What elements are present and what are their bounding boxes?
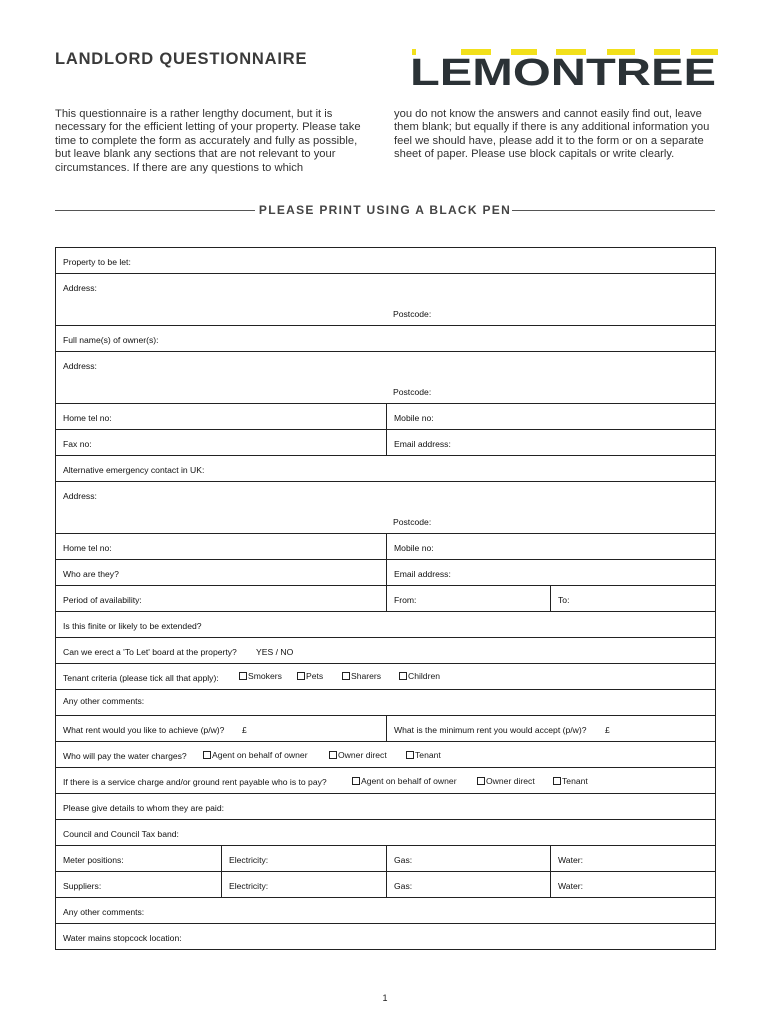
property-label: Property to be let:	[63, 257, 131, 267]
property-row[interactable]	[56, 248, 715, 274]
comments-row[interactable]	[56, 690, 715, 716]
postcode-label: Postcode:	[393, 517, 432, 527]
meter-label: Meter positions:	[63, 855, 124, 865]
water-label: Water:	[558, 881, 583, 891]
tenant-criteria-row	[56, 664, 715, 690]
stopcock-label: Water mains stopcock location:	[63, 933, 182, 943]
mobile-field[interactable]	[386, 404, 715, 429]
rent-label: What rent would you like to achieve (p/w)?	[63, 725, 225, 735]
option-tenant[interactable]: Tenant	[406, 750, 441, 760]
meter-water-field[interactable]	[550, 846, 715, 871]
checkbox-icon[interactable]	[342, 672, 350, 680]
option-pets[interactable]: Pets	[297, 671, 323, 681]
suppliers-row	[56, 872, 715, 898]
board-label: Can we erect a 'To Let' board at the property?	[63, 647, 237, 657]
meter-gas-field[interactable]	[386, 846, 550, 871]
tenant-criteria-label: Tenant criteria (please tick all that apply):	[63, 673, 219, 683]
meter-electricity-field[interactable]	[221, 846, 386, 871]
paid-to-label: Please give details to whom they are paid:	[63, 803, 224, 813]
mobile-field[interactable]	[386, 534, 715, 559]
water-label: Water:	[558, 855, 583, 865]
rent-row	[56, 716, 715, 742]
checkbox-icon[interactable]	[239, 672, 247, 680]
water-charges-row	[56, 742, 715, 768]
utility-comments-row[interactable]	[56, 898, 715, 924]
property-address-row[interactable]	[56, 274, 715, 326]
board-answer[interactable]: YES / NO	[256, 647, 294, 657]
comments-label: Any other comments:	[63, 696, 145, 706]
option-children[interactable]: Children	[399, 671, 440, 681]
lemontree-logo	[408, 47, 718, 87]
supplier-electricity-field[interactable]	[221, 872, 386, 897]
water-charges-label: Who will pay the water charges?	[63, 751, 187, 761]
emergency-label: Alternative emergency contact in UK:	[63, 465, 205, 475]
to-field[interactable]	[550, 586, 715, 611]
board-row[interactable]	[56, 638, 715, 664]
option-sharers[interactable]: Sharers	[342, 671, 381, 681]
owner-fax-row	[56, 430, 715, 456]
checkbox-icon[interactable]	[477, 777, 485, 785]
checkbox-icon[interactable]	[553, 777, 561, 785]
banner-text: PLEASE PRINT USING A BLACK PEN	[258, 203, 512, 217]
currency-symbol: £	[605, 725, 610, 735]
comments-label: Any other comments:	[63, 907, 145, 917]
option-owner-direct[interactable]: Owner direct	[477, 776, 535, 786]
option-smokers[interactable]: Smokers	[239, 671, 282, 681]
supplier-gas-field[interactable]	[386, 872, 550, 897]
option-agent[interactable]: Agent on behalf of owner	[352, 776, 457, 786]
email-field[interactable]	[386, 560, 715, 585]
electricity-label: Electricity:	[229, 881, 269, 891]
suppliers-label-cell	[56, 872, 221, 897]
address-label: Address:	[63, 283, 97, 293]
mobile-label: Mobile no:	[394, 413, 434, 423]
questionnaire-form	[55, 247, 716, 950]
gas-label: Gas:	[394, 881, 413, 891]
period-field	[56, 586, 386, 611]
owner-phone-row	[56, 404, 715, 430]
email-label: Email address:	[394, 569, 451, 579]
logo-text: LEMONTREE	[410, 52, 716, 87]
who-field[interactable]	[56, 560, 386, 585]
stopcock-row[interactable]	[56, 924, 715, 950]
intro-text-left: This questionnaire is a rather lengthy document, but it is necessary for the efficient letting of your property. Please take time to complete the form as accurately and fully as possible, but leave blank any sections that are not relevant to your circumstances. If there are any questions to which	[55, 108, 361, 174]
mobile-label: Mobile no:	[394, 543, 434, 553]
emergency-who-row	[56, 560, 715, 586]
rent-min-label: What is the minimum rent you would accept (p/w)?	[394, 725, 587, 735]
who-label: Who are they?	[63, 569, 119, 579]
council-tax-row[interactable]	[56, 820, 715, 846]
address-label: Address:	[63, 361, 97, 371]
currency-symbol: £	[242, 725, 247, 735]
home-tel-field[interactable]	[56, 534, 386, 559]
service-charge-label: If there is a service charge and/or ground rent payable who is to pay?	[63, 777, 327, 787]
email-field[interactable]	[386, 430, 715, 455]
checkbox-icon[interactable]	[399, 672, 407, 680]
checkbox-icon[interactable]	[329, 751, 337, 759]
from-field[interactable]	[386, 586, 550, 611]
email-label: Email address:	[394, 439, 451, 449]
service-charge-row	[56, 768, 715, 794]
postcode-label: Postcode:	[393, 309, 432, 319]
availability-row	[56, 586, 715, 612]
supplier-water-field[interactable]	[550, 872, 715, 897]
finite-row[interactable]	[56, 612, 715, 638]
checkbox-icon[interactable]	[352, 777, 360, 785]
home-tel-label: Home tel no:	[63, 543, 112, 553]
option-owner-direct[interactable]: Owner direct	[329, 750, 387, 760]
electricity-label: Electricity:	[229, 855, 269, 865]
owners-row[interactable]	[56, 326, 715, 352]
rent-min-field[interactable]	[386, 716, 715, 741]
address-label: Address:	[63, 491, 97, 501]
period-label: Period of availability:	[63, 595, 142, 605]
fax-field[interactable]	[56, 430, 386, 455]
option-tenant[interactable]: Tenant	[553, 776, 588, 786]
home-tel-label: Home tel no:	[63, 413, 112, 423]
meter-row	[56, 846, 715, 872]
finite-label: Is this finite or likely to be extended?	[63, 621, 202, 631]
option-agent[interactable]: Agent on behalf of owner	[203, 750, 308, 760]
instruction-banner	[55, 203, 715, 219]
emergency-phone-row	[56, 534, 715, 560]
suppliers-label: Suppliers:	[63, 881, 102, 891]
to-label: To:	[558, 595, 570, 605]
owners-label: Full name(s) of owner(s):	[63, 335, 159, 345]
fax-label: Fax no:	[63, 439, 92, 449]
checkbox-icon[interactable]	[297, 672, 305, 680]
rent-field[interactable]	[56, 716, 386, 741]
page-title: LANDLORD QUESTIONNAIRE	[55, 50, 308, 68]
banner-rule-right	[512, 210, 715, 211]
gas-label: Gas:	[394, 855, 413, 865]
emergency-contact-row[interactable]	[56, 456, 715, 482]
council-tax-label: Council and Council Tax band:	[63, 829, 179, 839]
postcode-label: Postcode:	[393, 387, 432, 397]
checkbox-icon[interactable]	[406, 751, 414, 759]
home-tel-field[interactable]	[56, 404, 386, 429]
emergency-address-row[interactable]	[56, 482, 715, 534]
checkbox-icon[interactable]	[203, 751, 211, 759]
intro-text-right: you do not know the answers and cannot easily find out, leave them blank; but equally if there is any additional information you feel we should have, please add it to the form or on a separate sheet of paper. Please use block capitals or write clearly.	[394, 108, 710, 161]
meter-label-cell	[56, 846, 221, 871]
page-number: 1	[382, 993, 388, 1003]
from-label: From:	[394, 595, 417, 605]
paid-to-row[interactable]	[56, 794, 715, 820]
owner-address-row[interactable]	[56, 352, 715, 404]
